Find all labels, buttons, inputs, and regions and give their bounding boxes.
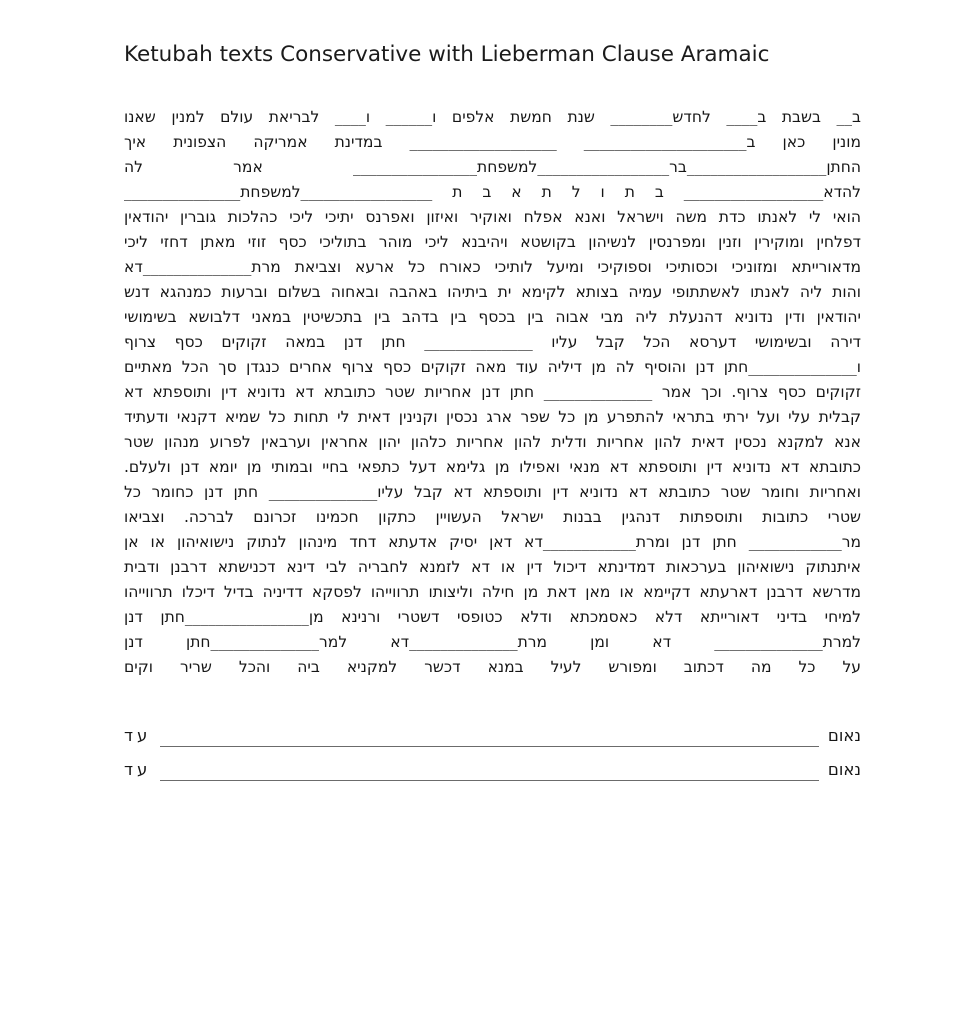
document-line: על כל מה דכתוב ומפורש לעיל במנא דכשר למקניא ביה והכל שריר וקים [124, 658, 861, 676]
document-line: והות ליה לאנתו לאשתתופי עמיה בצותא לקימא ית ביתיהו באהבה ובאחוה בשלום וברעות כמנהגא דנש [124, 283, 861, 301]
document-line: כתובתא דא נדוניא דין ותוספתא דא מנאי ואפילו מן גלימא דעל כתפאי בחיי ובמותי מן יומא דנן ולעלם. [124, 458, 861, 476]
document-line: ואחריות וחומר שטר כתובתא דא נדוניא דין ותוספתא דא קבל עליו______________ חתן דנן כחומר כל [124, 483, 861, 501]
document-line: הואי לי לאנתו כדת משה וישראל ואנא אפלח ואוקיר ואיזון ואפרנס יתיכי ליכי כהלכות גוברין יהודאין [124, 208, 861, 226]
document-line: ו______________חתן דנן והוסיף לה מן דיליה עוד מאה זקוקים כסף צרוף אחרים כנגדן סך הכל מאתיים [124, 358, 861, 376]
document-line: מדרשא דרבנן דארעתא דקיימא או מאן דאת מן חילה וליצותו תרווייהו לפסקא דדיניה בדיל דיכלו תרווייהו [124, 583, 861, 601]
document-line: מונין כאן ב_____________________ ___________________ במדינת אמריקה הצפונית איך [124, 133, 861, 151]
signature-name-label: נאום [827, 760, 861, 779]
document-line: שטרי כתובות ותוספתות דנהגין בבנות ישראל העשויין כתקון חכמינו זכרונם לברכה. וצביאו [124, 508, 861, 526]
document-line: מר____________ חתן דנן ומרת____________דא דאן יסיק אדעתא דחד מינהון לנתוק נישואיהון או אן [124, 533, 861, 551]
document-line: יהודאין ודין נדוניא דהנעלת ליה מבי אבוה בין בכסף בין בדהב בין בתכשיטין במאני דלבושא בשימושי [124, 308, 861, 326]
signature-line [160, 762, 819, 781]
document-line: למרת______________ דא ומן מרת______________דא למר______________חתן דנן [124, 633, 861, 651]
document-line: למיחי בדיני דאורייתא דלא כאסמכתא ודלא כטופסי דשטרי ורנינא מן________________חתן דנן [124, 608, 861, 626]
document-line: דירה ובשימושי דערסא הכל קבל עליו ______________ חתן דנן במאה זקוקים כסף צרוף [124, 333, 861, 351]
document-line: החתן__________________בר_________________למשפחת________________ אמר לה [124, 158, 861, 176]
document-line: להדא__________________ ב ת ו ל ת א ב ת _________________למשפחת_______________ [124, 183, 861, 201]
witness-label: עד [124, 726, 152, 745]
document-line: מדאורייתא ומזוניכי וכסותיכי וספוקיכי ומיעל לותיכי כאורח כל ארעא וצביאת מרת______________דא [124, 258, 861, 276]
document-line: זקוקים כסף צרוף. וכך אמר ______________ חתן דנן אחריות שטר כתובתא דא נדוניא דין ותוספתא דא [124, 383, 861, 401]
signature-row [124, 724, 861, 747]
document-line: דפלחין ומוקירין וזנין ומפרנסין לנשיהון בקושטא ויהיבנא ליכי מוהר בתוליכי כסף זוזי מאתן דחזי ליכי [124, 233, 861, 251]
signature-section [124, 724, 861, 792]
page-title: Ketubah texts Conservative with Lieberman Clause Aramaic [124, 42, 770, 67]
signature-name-label: נאום [827, 726, 861, 745]
document-line: איתנתוק נישואיהון בערכאות דמדינתא דיכול דין או דא לזמנא לחבריה לבי דינא דכנישתא דרבנן ודבית [124, 558, 861, 576]
signature-row [124, 758, 861, 781]
signature-line [160, 728, 819, 747]
document-line: אנא למקנא נכסין דאית להון אחריות ודלית להון אחריות כלהון יהון אחראין וערבאין לפרוע מנהון שטר [124, 433, 861, 451]
document-line: קבלית עלי ועל ירתי בתראי להתפרע מן כל שפר ארג נכסין וקנינין דאית לי תחות כל שמיא דקנאי ודעתיד [124, 408, 861, 426]
ketubah-text-block [124, 105, 861, 680]
witness-label: עד [124, 760, 152, 779]
document-line: ב__ בשבת ב____ לחדש________ שנת חמשת אלפים ו______ ו____ לבריאת עולם למנין שאנו [124, 108, 861, 126]
